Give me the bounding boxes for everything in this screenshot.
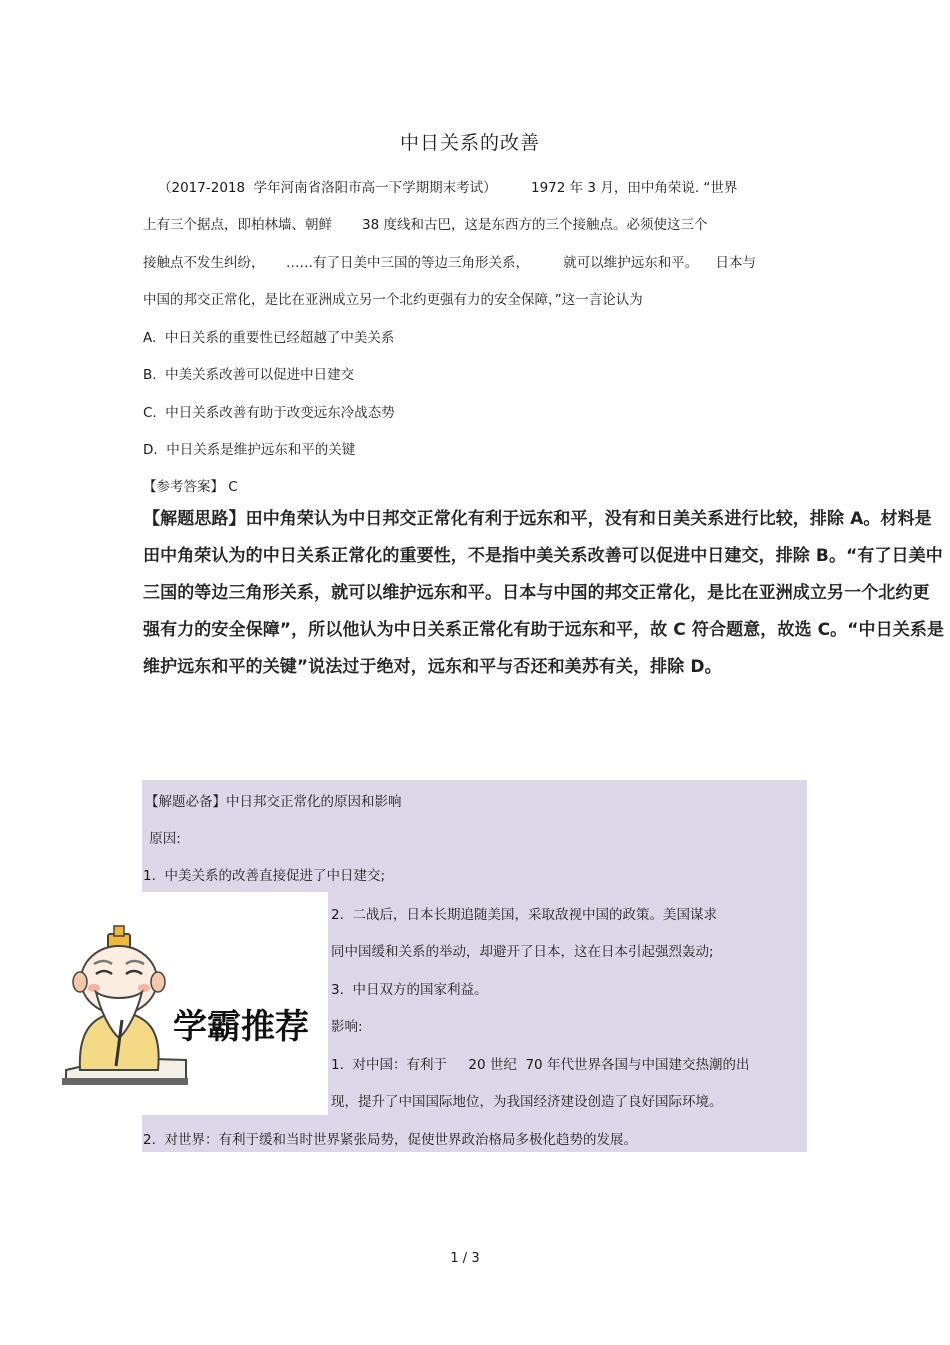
- essentials-heading: 【解题必备】中日邦交正常化的原因和影响: [145, 794, 402, 810]
- effect-item-1: 1. 对中国：有利于 20 世纪 70 年代世界各国与中国建交热潮的出: [331, 1057, 750, 1073]
- cause-item-3: 3. 中日双方的国家利益。: [331, 982, 488, 998]
- effect-item-2: 2. 对世界：有利于缓和当时世界紧张局势，促使世界政治格局多极化趋势的发展。: [143, 1132, 637, 1148]
- analysis-line: 田中角荣认为的中日关系正常化的重要性，不是指中美关系改善可以促进中日建交，排除 B。“有了日美中: [143, 546, 943, 566]
- question-line: 接触点不发生纠纷， ……有了日美中三国的等边三角形关系， 就可以维护远东和平。 日本与: [143, 255, 756, 271]
- option-b: B. 中美关系改善可以促进中日建交: [143, 367, 355, 383]
- question-line: 中国的邦交正常化，是比在亚洲成立另一个北约更强有力的安全保障，”这一言论认为: [143, 292, 643, 308]
- cause-item-1: 1. 中美关系的改善直接促进了中日建交;: [143, 868, 386, 884]
- cause-label: 原因:: [145, 831, 181, 847]
- page-number: 1 / 3: [450, 1251, 480, 1266]
- question-line: （2017-2018 学年河南省洛阳市高一下学期期末考试） 1972 年 3 月，田中角荣说. “世界: [158, 180, 738, 196]
- analysis-line: 维护远东和平的关键”说法过于绝对，远东和平与否还和美苏有关，排除 D。: [143, 657, 722, 677]
- mascot-caption: 学霸推荐: [173, 1007, 309, 1047]
- page-title: 中日关系的改善: [399, 132, 540, 154]
- analysis-line: 强有力的安全保障”，所以他认为中日关系正常化有助于远东和平，故 C 符合题意，故选 C。“中日关系是: [143, 620, 945, 640]
- reference-answer: 【参考答案】 C: [143, 479, 238, 495]
- option-a: A. 中日关系的重要性已经超越了中美关系: [143, 330, 395, 346]
- effect-label: 影响:: [331, 1019, 363, 1035]
- option-d: D. 中日关系是维护远东和平的关键: [143, 442, 356, 458]
- cause-item-2-cont: 同中国缓和关系的举动，却避开了日本，这在日本引起强烈轰动;: [331, 944, 714, 960]
- scholar-mascot-icon: [58, 920, 328, 1090]
- analysis-line: 【解题思路】田中角荣认为中日邦交正常化有利于远东和平，没有和日美关系进行比较，排除 A。材料是: [143, 509, 932, 529]
- effect-item-1-cont: 现，提升了中国国际地位，为我国经济建设创造了良好国际环境。: [331, 1094, 723, 1110]
- analysis-line: 三国的等边三角形关系，就可以维护远东和平。日本与中国的邦交正常化，是比在亚洲成立另一个北约更: [143, 583, 930, 603]
- cause-item-2: 2. 二战后，日本长期追随美国，采取敌视中国的政策。美国谋求: [331, 907, 717, 923]
- option-c: C. 中日关系改善有助于改变远东冷战态势: [143, 405, 395, 421]
- question-line: 上有三个据点，即柏林墙、朝鲜 38 度线和古巴，这是东西方的三个接触点。必须使这三个: [143, 217, 708, 233]
